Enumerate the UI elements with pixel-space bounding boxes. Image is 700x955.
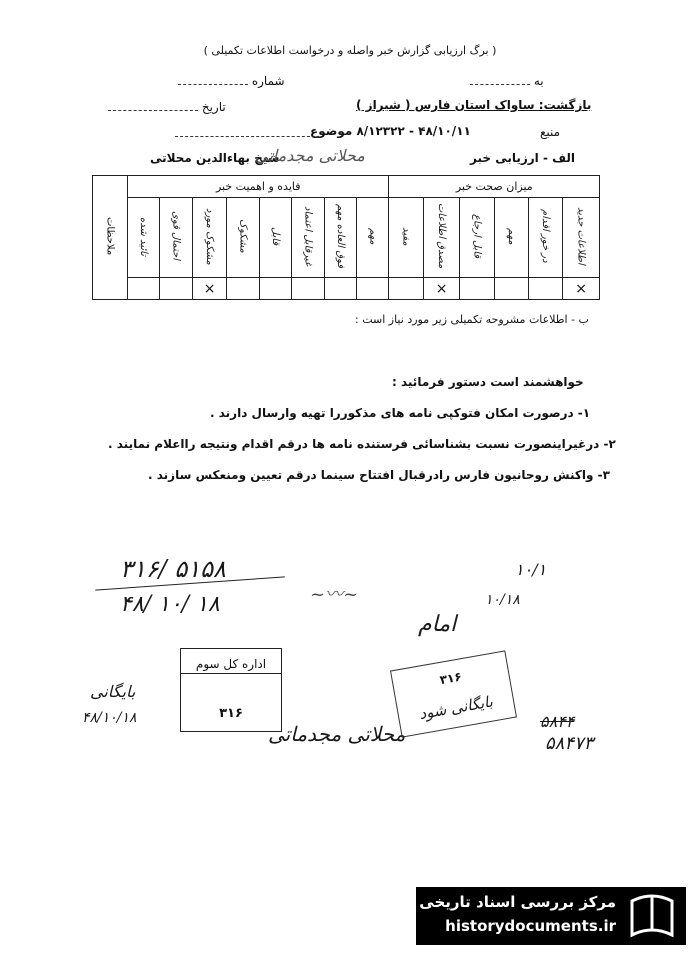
usefulness-group-header: فایده و اهمیت خبر (128, 176, 389, 198)
column-mark-cell (389, 278, 423, 300)
number-field: شماره (178, 74, 285, 88)
left-note-1: بایگانی (90, 682, 136, 701)
watermark-title: مرکز بررسی اسناد تاریخی (419, 893, 616, 911)
column-label-cell (192, 198, 226, 278)
column-label-cell (494, 198, 528, 278)
column-label-cell (160, 198, 192, 278)
code-1: ۵۸۴۴ (540, 712, 575, 731)
column-mark-cell (192, 278, 226, 300)
column-mark: × (435, 280, 448, 297)
section-b: ب - اطلاعات مشروحه تکمیلی زیر مورد نیاز است : (355, 313, 589, 326)
column-label-cell (563, 198, 600, 278)
right-note-2: ۱۰/۱۸ (485, 592, 520, 608)
column-mark-cell (160, 278, 192, 300)
column-label: مصدق اطلاعات (436, 203, 448, 269)
column-label-cell (292, 198, 324, 278)
column-label-cell (227, 198, 259, 278)
column-label-cell (528, 198, 562, 278)
subject-handwriting: محلاتی مجدماتی (255, 146, 365, 165)
request-item-1: ۱- درصورت امکان فتوکپی نامه های مذکوررا تهیه وارسال دارند . (210, 406, 591, 420)
column-label-cell (128, 198, 160, 278)
accuracy-group-header: میزان صحت خبر (389, 176, 600, 198)
bottom-signature: محلاتی مجدماتی (268, 722, 406, 746)
requests-intro: خواهشمند است دستور فرمائید : (392, 375, 584, 389)
column-mark-cell (563, 278, 600, 300)
curved-scribble: ~〰~ (310, 584, 359, 605)
handwritten-date: ۴۸/ ۱۰/ ۱۸ (120, 592, 220, 617)
source-label: منبع (540, 125, 561, 139)
column-label: مهم (367, 227, 379, 245)
to-label: به (470, 74, 544, 88)
request-item-3: ۳- واکنش روحانیون فارس رادرقبال افتتاح سینما درقم تعیین ومنعکس سازند . (148, 468, 610, 482)
handwritten-number: ۳۱۶/ ۵۱۵۸ (120, 555, 226, 583)
column-mark-cell (357, 278, 389, 300)
form-title: ( برگ ارزیابی گزارش خبر واصله و درخواست اطلاعات تکمیلی ) (203, 44, 497, 57)
column-label: احتمال قوی (170, 211, 182, 261)
column-label: قابل ارجاع (471, 213, 483, 259)
remarks-header-cell: ملاحظات (93, 176, 128, 300)
column-label: مهم (505, 227, 517, 245)
column-label: اطلاعات جدید (575, 207, 587, 265)
column-label: مفید (400, 226, 412, 246)
column-mark-cell (528, 278, 562, 300)
column-label: فوق العاده مهم (334, 203, 346, 269)
reference-line (175, 136, 315, 137)
column-mark-cell (460, 278, 494, 300)
column-mark-cell (324, 278, 356, 300)
subject-value: شیخ بهاءالدین محلاتی (150, 151, 280, 165)
request-item-2: ۲- درغیراینصورت نسبت بشناسائی فرستنده نامه ها درقم اقدام ونتیجه رااعلام نمایند . (108, 437, 616, 451)
left-note-2: ۴۸/۱۰/۱۸ (82, 710, 137, 726)
reference-number: ۴۸/۱۰/۱۱ - ۸/۱۲۳۲۲ موضوع (310, 124, 471, 138)
column-label-cell (259, 198, 291, 278)
code-2: ۵۸۴۷۳ (545, 733, 594, 754)
column-mark-cell (227, 278, 259, 300)
column-label: غیرقابل اعتماد (302, 205, 314, 267)
office-stamp: اداره کل سوم ۳۱۶ (180, 648, 282, 732)
archive-stamp: ۳۱۶ بایگانی شود (390, 650, 517, 737)
column-label-cell (324, 198, 356, 278)
evaluation-table (92, 175, 600, 300)
recipient: بازگشت: ساواک استان فارس ( شیراز ) (356, 98, 592, 112)
column-label: مشکوک (237, 219, 249, 253)
book-icon (626, 891, 678, 941)
column-label: در خور اقدام (540, 209, 552, 263)
column-mark: × (575, 280, 588, 297)
right-note-1: ۱۰/۱ (515, 560, 547, 579)
column-mark-cell (259, 278, 291, 300)
column-mark-cell (494, 278, 528, 300)
column-label: قابل (269, 226, 281, 246)
watermark-logo (416, 887, 686, 945)
column-mark-cell (292, 278, 324, 300)
column-label: تائید شده (138, 216, 150, 256)
column-label-cell (357, 198, 389, 278)
column-label-cell (389, 198, 423, 278)
middle-note: امام (418, 612, 457, 637)
date-field: تاریخ (108, 100, 226, 114)
column-label-cell (423, 198, 459, 278)
column-mark-cell (128, 278, 160, 300)
column-label: مشکوک مورد (204, 207, 216, 265)
watermark-url: historydocuments.ir (445, 917, 616, 935)
column-mark: × (203, 280, 216, 297)
column-mark-cell (423, 278, 459, 300)
column-label-cell (460, 198, 494, 278)
subject-label: الف - ارزیابی خبر (470, 151, 576, 165)
